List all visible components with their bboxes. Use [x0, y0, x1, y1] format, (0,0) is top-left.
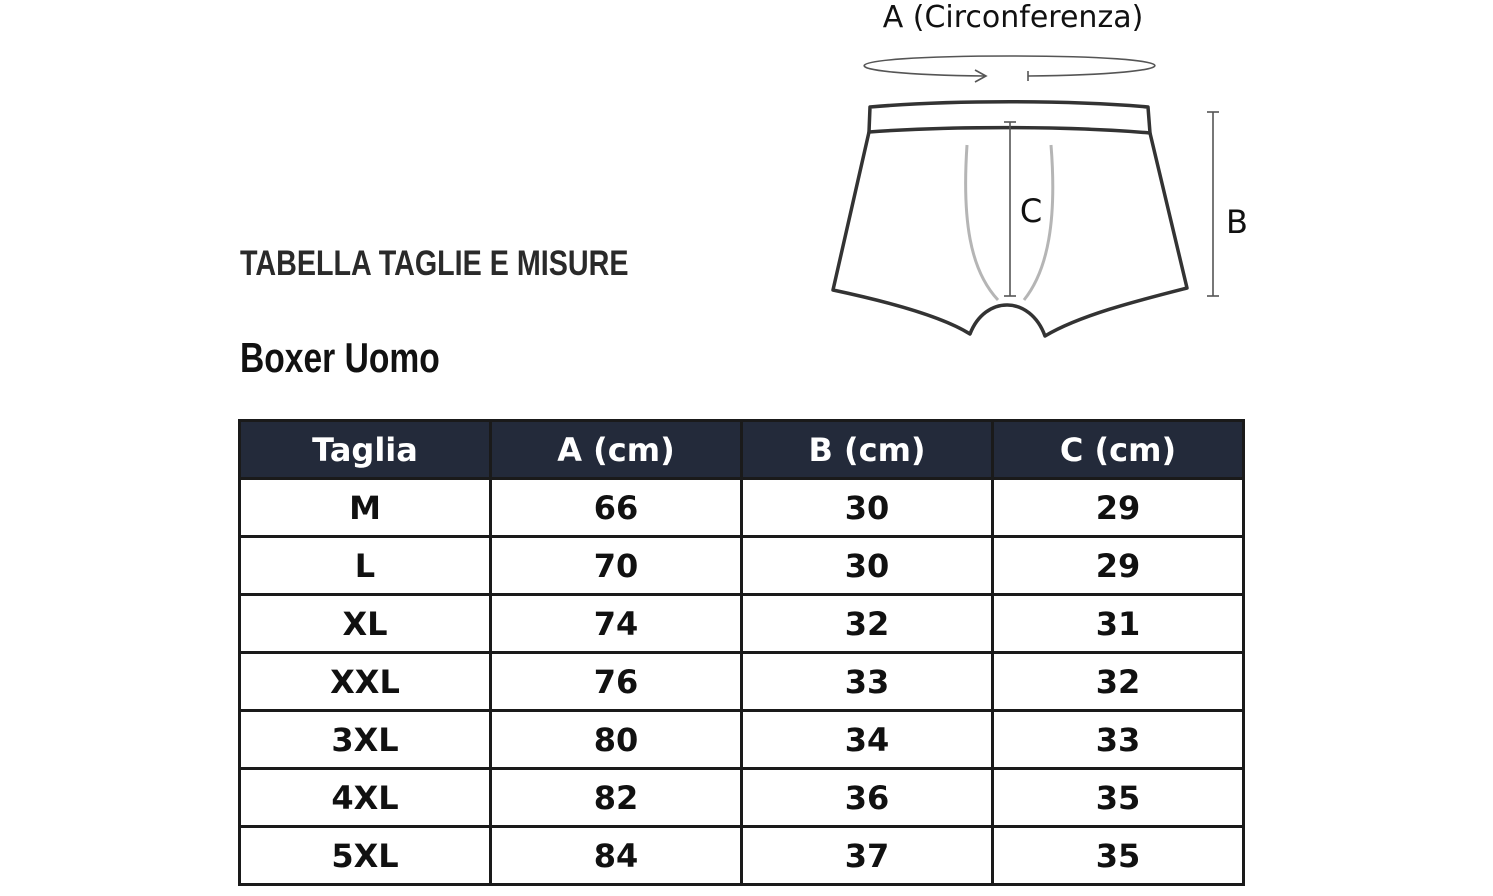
table-row [240, 827, 1244, 885]
cell-size: 3XL [240, 711, 491, 769]
cell-c: 29 [993, 537, 1244, 595]
measure-b [1207, 112, 1219, 296]
cell-c: 31 [993, 595, 1244, 653]
cell-size: XXL [240, 653, 491, 711]
boxer-diagram [0, 0, 1493, 360]
cell-c: 35 [993, 827, 1244, 885]
cell-c: 29 [993, 479, 1244, 537]
table-header-row [240, 421, 1244, 479]
cell-b: 37 [742, 827, 993, 885]
label-a: A (Circonferenza) [882, 0, 1144, 35]
cell-a: 76 [491, 653, 742, 711]
table-row [240, 595, 1244, 653]
cell-a: 80 [491, 711, 742, 769]
table-row [240, 653, 1244, 711]
product-subtitle: Boxer Uomo [240, 334, 440, 381]
cell-c: 35 [993, 769, 1244, 827]
cell-b: 34 [742, 711, 993, 769]
cell-size: L [240, 537, 491, 595]
cell-size: 5XL [240, 827, 491, 885]
cell-size: M [240, 479, 491, 537]
table-row [240, 769, 1244, 827]
table-row [240, 537, 1244, 595]
header-size: Taglia [240, 421, 491, 479]
table-row [240, 479, 1244, 537]
cell-size: XL [240, 595, 491, 653]
label-c: C [1019, 192, 1043, 230]
table-row [240, 711, 1244, 769]
cell-b: 30 [742, 537, 993, 595]
header-a: A (cm) [491, 421, 742, 479]
cell-c: 33 [993, 711, 1244, 769]
size-table [238, 419, 1245, 886]
cell-size: 4XL [240, 769, 491, 827]
label-b: B [1226, 203, 1248, 241]
cell-a: 82 [491, 769, 742, 827]
cell-c: 32 [993, 653, 1244, 711]
measure-c [1004, 122, 1016, 296]
header-c: C (cm) [993, 421, 1244, 479]
page-title: TABELLA TAGLIE E MISURE [240, 244, 629, 283]
cell-a: 74 [491, 595, 742, 653]
cell-b: 33 [742, 653, 993, 711]
cell-a: 66 [491, 479, 742, 537]
header-b: B (cm) [742, 421, 993, 479]
cell-a: 84 [491, 827, 742, 885]
cell-b: 32 [742, 595, 993, 653]
cell-b: 30 [742, 479, 993, 537]
cell-a: 70 [491, 537, 742, 595]
cell-b: 36 [742, 769, 993, 827]
circumference-arrow-icon [864, 56, 1155, 82]
